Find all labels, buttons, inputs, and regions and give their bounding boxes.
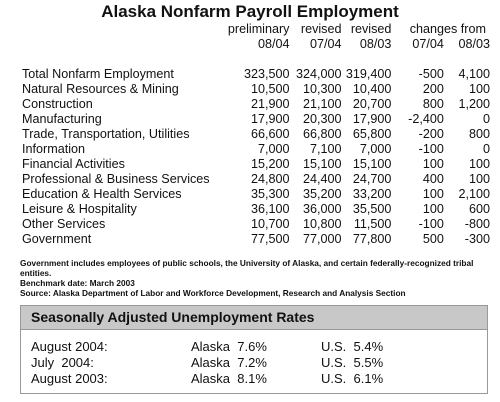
footnote-source: Source: Alaska Department of Labor and Workforce Development, Research and Analysis Section [20, 288, 406, 298]
row-label: Information [22, 142, 85, 156]
table-row [22, 202, 490, 217]
cell-change-0803: 0 [482, 112, 490, 126]
cell-revised-0704: 21,100 [302, 97, 342, 111]
table-row [22, 157, 490, 172]
cell-prelim-0804: 66,600 [250, 127, 290, 141]
cell-revised-0704: 24,400 [302, 172, 342, 186]
cell-revised-0704: 77,000 [302, 232, 342, 246]
rate-us: U.S. 5.4% [321, 339, 384, 354]
rate-period: August 2004: [31, 339, 108, 354]
rate-period: July 2004: [31, 355, 94, 370]
header-date-0803: 08/03 [359, 37, 392, 51]
cell-revised-0704: 20,300 [302, 112, 342, 126]
cell-change-0704: -500 [418, 67, 444, 81]
row-label: Construction [22, 97, 93, 111]
cell-revised-0704: 10,300 [302, 82, 342, 96]
cell-change-0704: -100 [418, 217, 444, 231]
row-label: Other Services [22, 217, 106, 231]
table-row [22, 172, 490, 187]
cell-revised-0803: 77,800 [352, 232, 392, 246]
row-label: Total Nonfarm Employment [22, 67, 174, 81]
table-row [22, 232, 490, 247]
unemployment-box [20, 305, 488, 394]
cell-change-0704: 100 [422, 157, 444, 171]
rate-row [31, 371, 471, 387]
rate-row [31, 339, 471, 355]
cell-change-0803: 100 [468, 82, 490, 96]
cell-change-0704: -100 [418, 142, 444, 156]
cell-change-0704: -2,400 [408, 112, 444, 126]
unemployment-title: Seasonally Adjusted Unemployment Rates [21, 306, 487, 330]
row-label: Leisure & Hospitality [22, 202, 137, 216]
cell-revised-0803: 24,700 [352, 172, 392, 186]
cell-revised-0803: 11,500 [353, 217, 392, 231]
cell-prelim-0804: 323,500 [243, 67, 290, 81]
cell-revised-0803: 20,700 [352, 97, 392, 111]
cell-change-0704: 200 [422, 82, 444, 96]
row-label: Professional & Business Services [22, 172, 210, 186]
cell-revised-0704: 35,200 [302, 187, 342, 201]
cell-revised-0803: 65,800 [352, 127, 392, 141]
payroll-table-container [22, 22, 490, 247]
footnote-government: Government includes employees of public schools, the University of Alaska, and certain federally-recognized tribal entities. [20, 258, 474, 278]
table-row [22, 82, 490, 97]
table-row [22, 112, 490, 127]
cell-change-0803: -300 [464, 232, 490, 246]
cell-change-0803: -800 [464, 217, 490, 231]
cell-prelim-0804: 24,800 [250, 172, 290, 186]
cell-change-0803: 0 [482, 142, 490, 156]
cell-revised-0803: 33,200 [352, 187, 392, 201]
cell-prelim-0804: 36,100 [250, 202, 290, 216]
rate-row [31, 355, 471, 371]
header-revised-2: revised [350, 22, 392, 36]
cell-change-0803: 1,200 [458, 97, 490, 111]
cell-revised-0803: 17,900 [352, 112, 392, 126]
row-label: Natural Resources & Mining [22, 82, 179, 96]
rate-us: U.S. 5.5% [321, 355, 384, 370]
row-label: Trade, Transportation, Utilities [22, 127, 190, 141]
rate-period: August 2003: [31, 371, 108, 386]
header-date-0804: 08/04 [257, 37, 290, 51]
cell-revised-0803: 35,500 [352, 202, 392, 216]
cell-revised-0704: 66,800 [302, 127, 342, 141]
cell-change-0704: 800 [422, 97, 444, 111]
cell-prelim-0804: 10,700 [250, 217, 290, 231]
cell-change-0704: 400 [422, 172, 444, 186]
header-preliminary: preliminary [227, 22, 290, 36]
row-label: Financial Activities [22, 157, 125, 171]
table-row [22, 127, 490, 142]
rate-alaska: Alaska 7.2% [191, 355, 267, 370]
cell-revised-0704: 7,100 [309, 142, 342, 156]
header-changes-from: changes from [409, 22, 486, 36]
footnote-benchmark: Benchmark date: March 2003 [20, 278, 135, 288]
cell-revised-0704: 324,000 [295, 67, 342, 81]
cell-revised-0803: 10,400 [352, 82, 392, 96]
rate-alaska: Alaska 7.6% [191, 339, 267, 354]
cell-revised-0704: 36,000 [302, 202, 342, 216]
cell-revised-0803: 15,100 [352, 157, 392, 171]
cell-change-0803: 2,100 [458, 187, 490, 201]
cell-change-0704: -200 [418, 127, 444, 141]
cell-revised-0704: 10,800 [302, 217, 342, 231]
row-label: Education & Health Services [22, 187, 182, 201]
cell-revised-0704: 15,100 [302, 157, 342, 171]
cell-change-0803: 800 [468, 127, 490, 141]
page-title: Alaska Nonfarm Payroll Employment [101, 2, 399, 21]
rate-alaska: Alaska 8.1% [191, 371, 267, 386]
unemployment-rates [31, 339, 471, 387]
cell-change-0704: 500 [422, 232, 444, 246]
header-row-2 [22, 37, 490, 52]
cell-change-0803: 100 [468, 172, 490, 186]
header-change-0803: 08/03 [458, 37, 490, 51]
header-change-0704: 07/04 [412, 37, 444, 51]
cell-change-0803: 600 [468, 202, 490, 216]
cell-prelim-0804: 10,500 [250, 82, 290, 96]
cell-prelim-0804: 77,500 [250, 232, 290, 246]
payroll-table [22, 22, 490, 247]
cell-change-0704: 100 [422, 202, 444, 216]
cell-change-0803: 100 [468, 157, 490, 171]
cell-prelim-0804: 17,900 [250, 112, 290, 126]
table-row [22, 97, 490, 112]
header-revised-1: revised [300, 22, 342, 36]
table-row [22, 67, 490, 82]
rate-us: U.S. 6.1% [321, 371, 384, 386]
cell-prelim-0804: 15,200 [250, 157, 290, 171]
header-date-0704: 07/04 [309, 37, 342, 51]
header-row-1 [22, 22, 490, 37]
table-row [22, 187, 490, 202]
cell-prelim-0804: 35,300 [250, 187, 290, 201]
cell-change-0704: 100 [422, 187, 444, 201]
cell-revised-0803: 319,400 [345, 67, 392, 81]
payroll-body [22, 67, 490, 247]
cell-prelim-0804: 21,900 [250, 97, 290, 111]
table-row [22, 142, 490, 157]
cell-prelim-0804: 7,000 [257, 142, 290, 156]
cell-revised-0803: 7,000 [359, 142, 392, 156]
table-row [22, 217, 490, 232]
row-label: Government [22, 232, 92, 246]
footnotes [20, 258, 490, 298]
row-label: Manufacturing [22, 112, 102, 126]
cell-change-0803: 4,100 [458, 67, 490, 81]
